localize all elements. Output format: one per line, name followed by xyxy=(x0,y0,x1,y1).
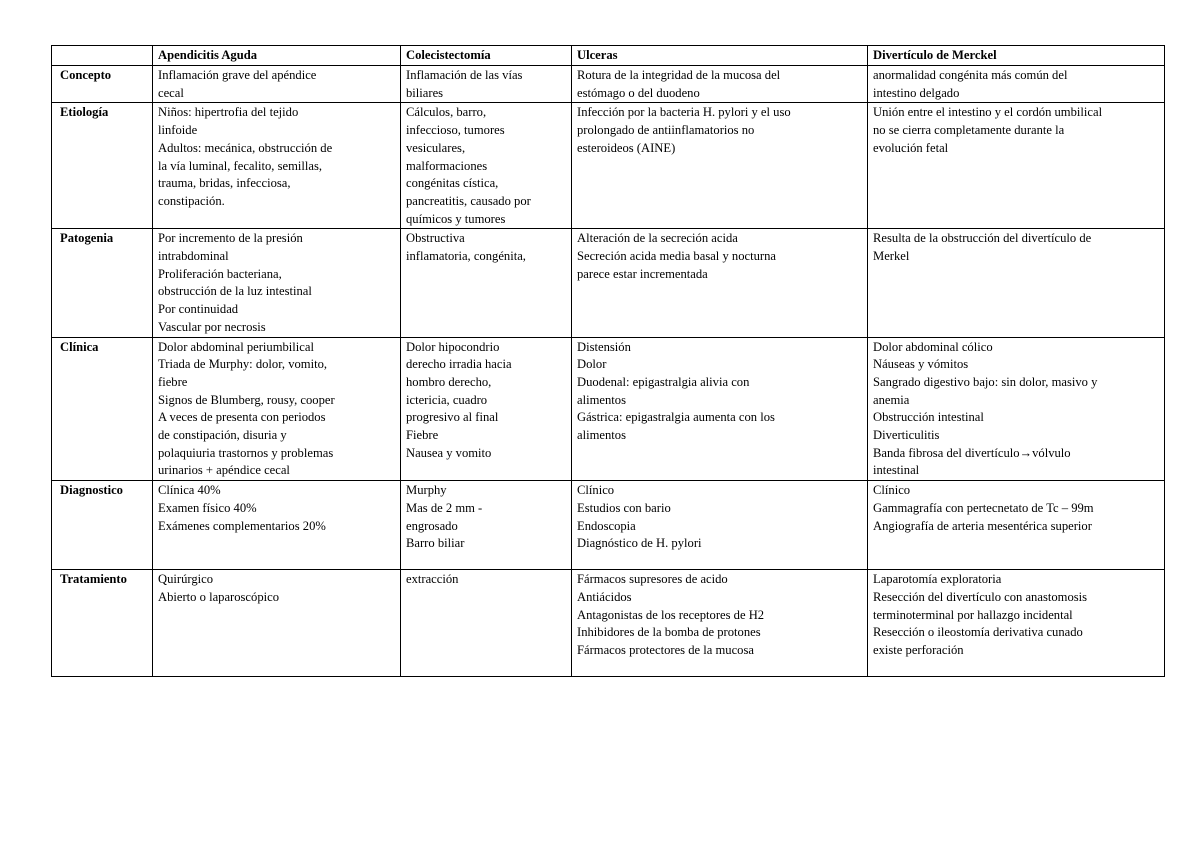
row-label: Tratamiento xyxy=(52,570,153,677)
header-diverticulo: Divertículo de Merckel xyxy=(868,46,1165,66)
cell-line: Diagnóstico de H. pylori xyxy=(577,536,702,551)
cell-line: Mas de 2 mm - xyxy=(406,500,483,515)
cell-ulceras xyxy=(572,481,868,570)
cell-line: constipación. xyxy=(158,193,225,208)
cell-diverticulo xyxy=(868,66,1165,103)
cell-line: vesiculares, xyxy=(406,140,466,155)
cell-line: Resección o ileostomía derivativa cunado xyxy=(873,625,1083,640)
table-row xyxy=(52,229,1165,337)
cell-line: químicos y tumores xyxy=(406,211,506,226)
cell-line: Examen físico 40% xyxy=(158,500,257,515)
cell-line: Clínico xyxy=(873,483,911,498)
cell-line: progresivo al final xyxy=(406,410,499,425)
header-corner-cell xyxy=(52,46,153,66)
row-label: Diagnostico xyxy=(52,481,153,570)
cell-line: Quirúrgico xyxy=(158,572,214,587)
cell-line: intrabdominal xyxy=(158,249,229,264)
cell-line: intestinal xyxy=(873,463,920,478)
cell-ulceras xyxy=(572,66,868,103)
cell-line: alimentos xyxy=(577,392,626,407)
cell-line: Signos de Blumberg, rousy, cooper xyxy=(158,392,335,407)
row-label: Etiología xyxy=(52,103,153,229)
cell-line: Cálculos, barro, xyxy=(406,105,487,120)
cell-line: cecal xyxy=(158,85,184,100)
cell-line: Murphy xyxy=(406,483,447,498)
header-apendicitis: Apendicitis Aguda xyxy=(153,46,401,66)
cell-apendicitis xyxy=(153,229,401,337)
cell-line: Fiebre xyxy=(406,428,439,443)
document-page xyxy=(51,45,1164,677)
cell-line: Niños: hipertrofia del tejido xyxy=(158,105,299,120)
cell-line: ictericia, cuadro xyxy=(406,392,488,407)
cell-diverticulo xyxy=(868,229,1165,337)
cell-line: prolongado de antiinflamatorios no xyxy=(577,123,755,138)
cell-diverticulo xyxy=(868,570,1165,677)
cell-line: urinarios + apéndice cecal xyxy=(158,463,290,478)
cell-line: Vascular por necrosis xyxy=(158,319,266,334)
row-label: Clínica xyxy=(52,337,153,481)
cell-line: evolución fetal xyxy=(873,140,949,155)
table-row xyxy=(52,481,1165,570)
cell-line: Obstrucción intestinal xyxy=(873,410,984,425)
cell-colecistectomia xyxy=(401,570,572,677)
cell-colecistectomia xyxy=(401,103,572,229)
cell-line: Dolor abdominal cólico xyxy=(873,339,993,354)
cell-ulceras xyxy=(572,337,868,481)
cell-line: Resección del divertículo con anastomosis xyxy=(873,589,1088,604)
cell-line: inflamatoria, congénita, xyxy=(406,249,526,264)
cell-line: Resulta de la obstrucción del divertículo de xyxy=(873,231,1092,246)
cell-apendicitis xyxy=(153,481,401,570)
cell-line: anormalidad congénita más común del xyxy=(873,68,1068,82)
cell-line: la vía luminal, fecalito, semillas, xyxy=(158,158,323,173)
cell-line: Alteración de la secreción acida xyxy=(577,231,738,246)
cell-diverticulo xyxy=(868,103,1165,229)
cell-line: Clínica 40% xyxy=(158,483,221,498)
cell-line: existe perforación xyxy=(873,642,964,657)
cell-diverticulo xyxy=(868,481,1165,570)
cell-line: pancreatitis, causado por xyxy=(406,193,531,208)
cell-line: Banda fibrosa del divertículo→vólvulo xyxy=(873,445,1071,460)
cell-line: Triada de Murphy: dolor, vomito, xyxy=(158,357,328,372)
cell-line: Angiografía de arteria mesentérica superior xyxy=(873,518,1092,533)
cell-line: Merkel xyxy=(873,249,910,264)
cell-line: Dolor xyxy=(577,357,607,372)
cell-colecistectomia xyxy=(401,481,572,570)
cell-line: biliares xyxy=(406,85,444,100)
cell-line: Laparotomía exploratoria xyxy=(873,572,1002,587)
cell-apendicitis xyxy=(153,570,401,677)
cell-line: Unión entre el intestino y el cordón umbilical xyxy=(873,105,1103,120)
cell-line: infeccioso, tumores xyxy=(406,123,505,138)
cell-ulceras xyxy=(572,570,868,677)
cell-line: Barro biliar xyxy=(406,536,465,551)
cell-line: parece estar incrementada xyxy=(577,266,708,281)
cell-line: Endoscopia xyxy=(577,518,636,533)
cell-line: Sangrado digestivo bajo: sin dolor, masivo y xyxy=(873,374,1098,389)
cell-colecistectomia xyxy=(401,337,572,481)
cell-line: estómago o del duodeno xyxy=(577,85,700,100)
cell-line: anemia xyxy=(873,392,910,407)
cell-line: Diverticulitis xyxy=(873,428,940,443)
cell-line: trauma, bridas, infecciosa, xyxy=(158,176,291,191)
cell-line: Duodenal: epigastralgia alivia con xyxy=(577,374,750,389)
cell-line: Fármacos protectores de la mucosa xyxy=(577,642,754,657)
cell-line: Antiácidos xyxy=(577,589,632,604)
cell-line: hombro derecho, xyxy=(406,374,492,389)
cell-line: Por incremento de la presión xyxy=(158,231,303,246)
table-row xyxy=(52,570,1165,677)
cell-line: fiebre xyxy=(158,374,188,389)
cell-apendicitis xyxy=(153,337,401,481)
cell-line: Antagonistas de los receptores de H2 xyxy=(577,607,765,622)
cell-line: alimentos xyxy=(577,428,626,443)
cell-diverticulo xyxy=(868,337,1165,481)
cell-line: esteroideos (AINE) xyxy=(577,140,676,155)
cell-line: malformaciones xyxy=(406,158,488,173)
cell-line: no se cierra completamente durante la xyxy=(873,123,1065,138)
cell-line: Distensión xyxy=(577,339,631,354)
cell-line: Adultos: mecánica, obstrucción de xyxy=(158,140,333,155)
cell-line: Estudios con bario xyxy=(577,500,671,515)
cell-line: linfoide xyxy=(158,123,198,138)
cell-line: Inflamación grave del apéndice xyxy=(158,68,317,82)
cell-apendicitis xyxy=(153,103,401,229)
cell-line: intestino delgado xyxy=(873,85,960,100)
cell-line: Obstructiva xyxy=(406,231,465,246)
cell-line: Inhibidores de la bomba de protones xyxy=(577,625,761,640)
cell-line: Por continuidad xyxy=(158,302,239,317)
cell-line: Secreción acida media basal y nocturna xyxy=(577,249,776,264)
cell-line: Exámenes complementarios 20% xyxy=(158,518,326,533)
cell-apendicitis xyxy=(153,66,401,103)
cell-ulceras xyxy=(572,103,868,229)
table-header-row xyxy=(52,46,1165,66)
comparison-table xyxy=(51,45,1165,677)
cell-colecistectomia xyxy=(401,229,572,337)
row-label: Patogenia xyxy=(52,229,153,337)
cell-line: A veces de presenta con periodos xyxy=(158,410,326,425)
cell-line: Fármacos supresores de acido xyxy=(577,572,728,587)
cell-ulceras xyxy=(572,229,868,337)
cell-line: congénitas cística, xyxy=(406,176,499,191)
cell-colecistectomia xyxy=(401,66,572,103)
cell-line: Nausea y vomito xyxy=(406,445,492,460)
cell-line: Proliferación bacteriana, xyxy=(158,266,282,281)
cell-line: Abierto o laparoscópico xyxy=(158,589,279,604)
cell-line: de constipación, disuria y xyxy=(158,428,287,443)
cell-line: engrosado xyxy=(406,518,458,533)
cell-line: terminoterminal por hallazgo incidental xyxy=(873,607,1073,622)
cell-line: Dolor hipocondrio xyxy=(406,339,500,354)
cell-line: Gástrica: epigastralgia aumenta con los xyxy=(577,410,775,425)
row-label: Concepto xyxy=(52,66,153,103)
cell-line: Clínico xyxy=(577,483,615,498)
cell-line: derecho irradia hacia xyxy=(406,357,512,372)
cell-line: Gammagrafía con pertecnetato de Tc – 99m xyxy=(873,500,1094,515)
cell-line: Rotura de la integridad de la mucosa del xyxy=(577,68,781,82)
header-colecistectomia: Colecistectomía xyxy=(401,46,572,66)
table-row xyxy=(52,66,1165,103)
cell-line: polaquiuria trastornos y problemas xyxy=(158,445,334,460)
table-row xyxy=(52,103,1165,229)
table-body xyxy=(52,66,1165,677)
cell-line: Infección por la bacteria H. pylori y el uso xyxy=(577,105,791,120)
cell-line: Náuseas y vómitos xyxy=(873,357,969,372)
cell-line: extracción xyxy=(406,572,459,587)
cell-line: Inflamación de las vías xyxy=(406,68,523,82)
table-row xyxy=(52,337,1165,481)
cell-line: obstrucción de la luz intestinal xyxy=(158,284,312,299)
cell-line: Dolor abdominal periumbilical xyxy=(158,339,314,354)
header-ulceras: Ulceras xyxy=(572,46,868,66)
